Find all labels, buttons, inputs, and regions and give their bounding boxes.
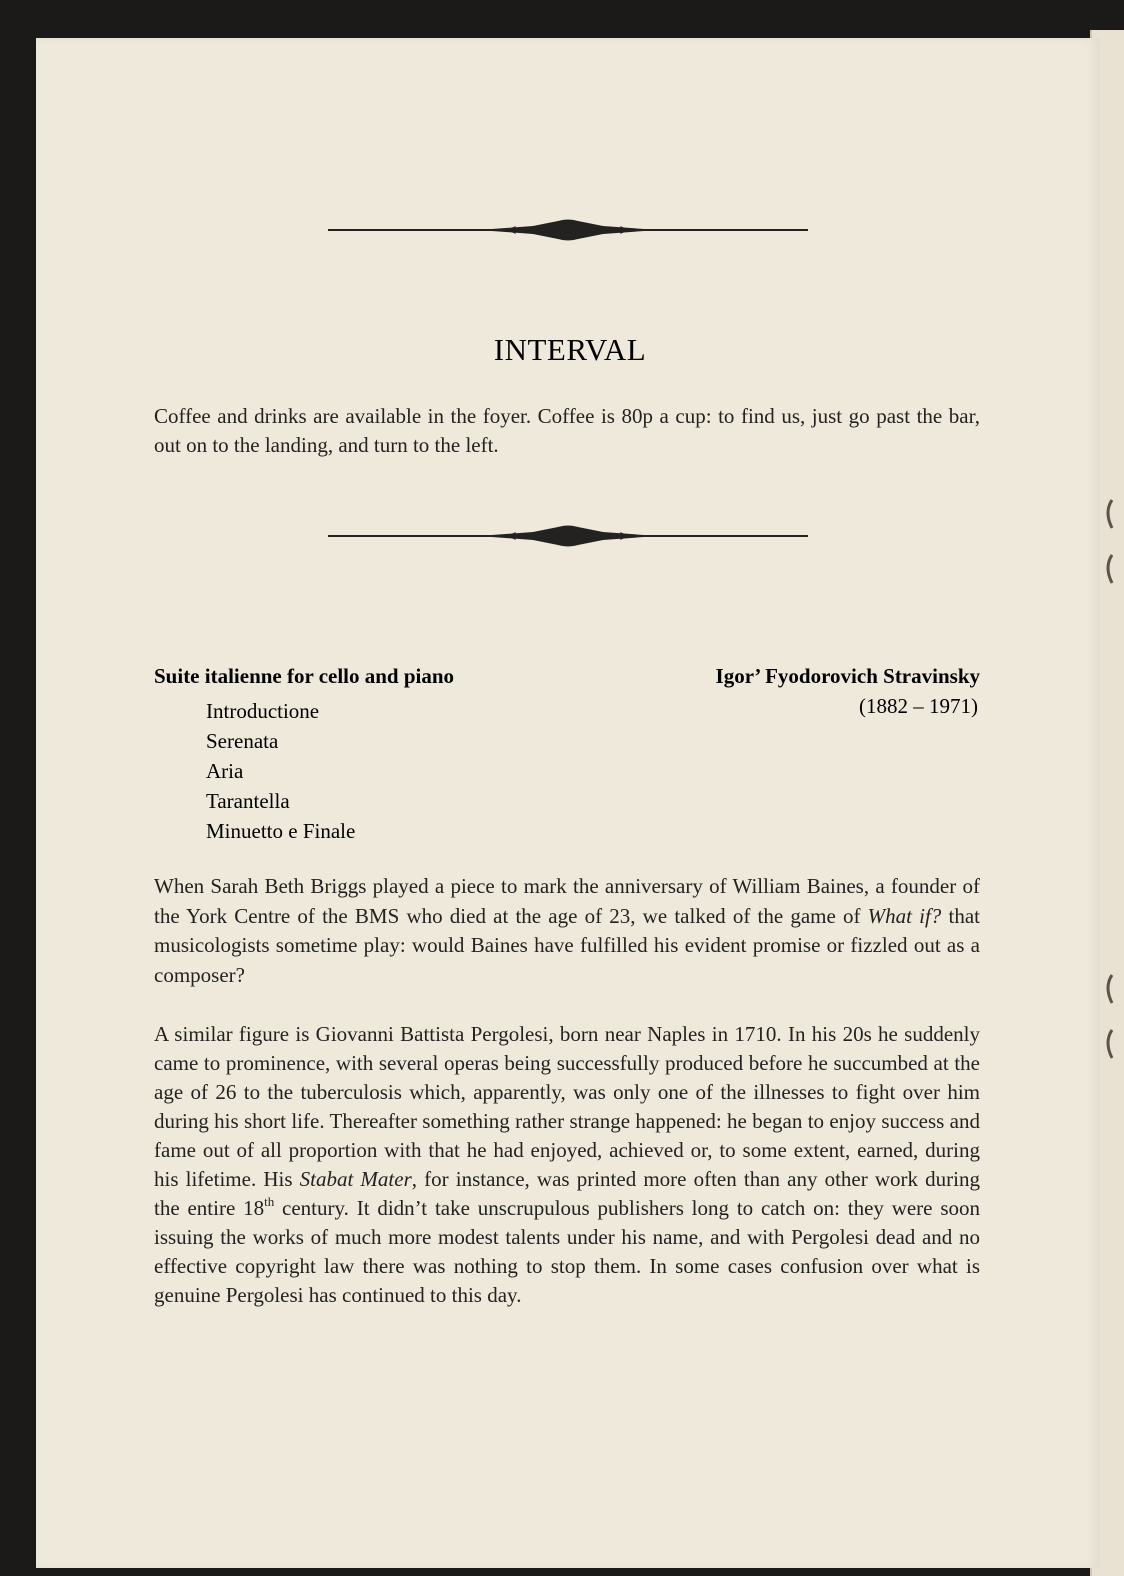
composer-dates: (1882 – 1971) — [859, 694, 978, 718]
baines-text-start: When Sarah Beth Briggs played a piece to mark the anniversary of William Baines, a founder of the York Centre of the BMS who died at the age of 23, we talked of the game of — [154, 874, 980, 928]
baines-paragraph — [154, 872, 980, 990]
movement-item: Aria — [206, 759, 244, 783]
what-if-italic: What if? — [867, 903, 942, 928]
programme-page — [36, 38, 1100, 1568]
movement-item: Minuetto e Finale — [206, 819, 356, 843]
adjacent-page-marks — [1098, 160, 1124, 1160]
movement-item: Serenata — [206, 729, 279, 753]
page-title: INTERVAL — [493, 332, 647, 367]
pergolesi-text-2: , for instance, was printed more often than any other work during the entire 18 — [154, 1167, 980, 1220]
composer-name: Igor’ Fyodorovich Stravinsky — [715, 664, 980, 688]
pergolesi-paragraph — [154, 1020, 980, 1310]
work-title: Suite italienne for cello and piano — [154, 664, 455, 688]
pergolesi-text-3: century. It didn’t take unscrupulous publishers long to catch on: they were soon issuing the works of much more modest talents under his name, and with Pergolesi dead and no effective copyright law there was nothing to stop them. In some cases confusion over what is genuine Pergolesi has continued to this day. — [154, 1196, 980, 1307]
ornamental-divider-middle — [328, 524, 808, 548]
movement-list — [206, 696, 355, 846]
movement-item: Tarantella — [206, 789, 290, 813]
coffee-paragraph: Coffee and drinks are available in the foyer. Coffee is 80p a cup: to find us, just go past the bar, out on to the landing, and turn to the left. — [154, 404, 980, 457]
movement-item: Introductione — [206, 699, 320, 723]
stabat-mater-italic: Stabat Mater — [299, 1167, 412, 1191]
ordinal-suffix: th — [264, 1194, 275, 1209]
pergolesi-text-1: A similar figure is Giovanni Battista Pergolesi, born near Naples in 1710. In his 20s he suddenly came to prominence, with several operas being successfully produced before he succumbed at the age of 26 to the tuberculosis which, apparently, was only one of the illnesses to fight over him during his short life. Thereafter something rather strange happened: he began to enjoy success and fame out of all proportion with that he had enjoyed, achieved or, to some extent, earned, during his lifetime. His — [154, 1022, 980, 1191]
ornamental-divider-top — [328, 218, 808, 242]
baines-text-end: that musicologists sometime play: would Baines have fulfilled his evident promise or fizzled out as a composer? — [154, 903, 980, 987]
